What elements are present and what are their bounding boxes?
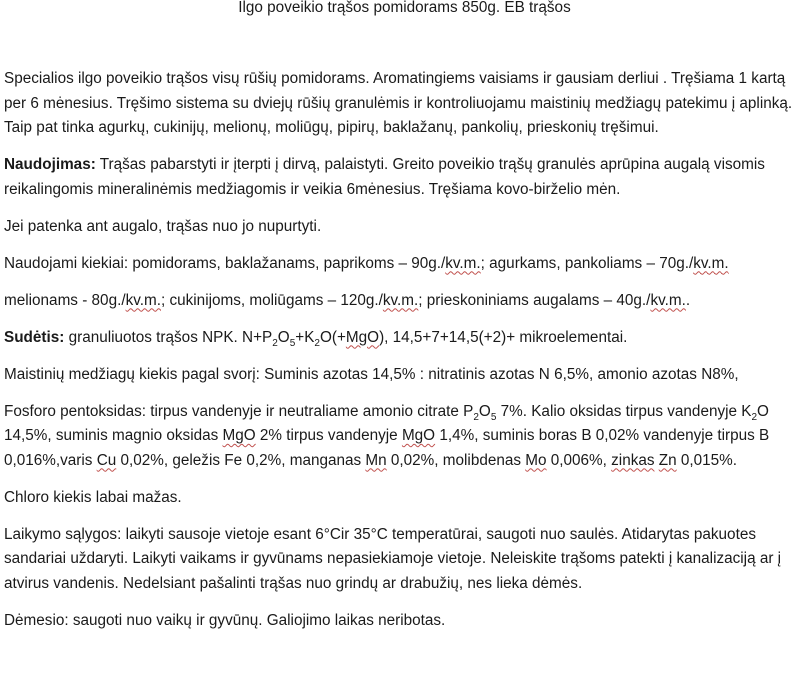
composition-text: O(+ — [319, 328, 346, 346]
subscript: 5 — [289, 337, 296, 349]
amounts-text: ; prieskoniniams augalams – 40g./ — [418, 291, 651, 309]
phos-text: 1,4%, suminis boras B 0,02% vandenyje tirpus B 0,016%,varis — [4, 427, 770, 469]
phos-text: O 14,5%, suminis magnio oksidas — [4, 402, 769, 444]
amounts-text: melionams - 80g./ — [4, 291, 126, 309]
composition-text: O — [277, 328, 290, 346]
phos-text: 0,02%, molibdenas — [386, 451, 526, 469]
phos-text: O — [478, 402, 491, 420]
usage-paragraph — [4, 153, 803, 202]
phos-text: 0,015%. — [676, 451, 738, 469]
document-body — [4, 67, 803, 646]
spellcheck-word: kv.m. — [445, 254, 481, 272]
spellcheck-word: kv.m. — [650, 291, 686, 309]
usage-label: Naudojimas: — [4, 156, 96, 173]
amounts-text: . — [685, 291, 691, 309]
amounts-paragraph-2 — [4, 289, 803, 314]
spellcheck-word: kv.m. — [382, 291, 419, 309]
usage-text: Trąšas pabarstyti ir įterpti į dirvą, palaistyti. Greito poveikio trąšų granulės aprūpina augalą visomis reikalingomis mineralinėmis medžiagomis ir veikia 6mėnesius. Tręšiama kovo-birželio mėn. — [4, 156, 765, 198]
subscript: 5 — [490, 411, 497, 423]
spellcheck-word: Mo — [525, 451, 547, 469]
phos-text: 2% tirpus vandenyje — [255, 427, 402, 444]
composition-text: granuliuotos trąšos NPK. N+P — [64, 328, 273, 346]
composition-text: ), 14,5+7+14,5(+2)+ mikroelementai. — [379, 328, 628, 346]
nutrients-paragraph: Maistinių medžiagų kiekis pagal svorį: Suminis azotas 14,5% : nitratinis azotas N 6,5%, amonio azotas N8%, — [4, 365, 739, 383]
amounts-paragraph-1 — [4, 252, 803, 277]
phos-text: 7%. Kalio oksidas tirpus vandenyje K — [496, 402, 752, 420]
spellcheck-word: MgO — [345, 328, 380, 346]
phosphorus-paragraph — [4, 400, 803, 474]
amounts-text: Naudojami kiekiai: pomidorams, baklažanams, paprikoms – 90g./ — [4, 254, 446, 272]
composition-text: +K — [295, 328, 315, 346]
phos-text: 0,006%, — [546, 451, 612, 469]
composition-label: Sudėtis: — [4, 328, 65, 346]
amounts-text: ; agurkams, pankoliams – 70g./ — [480, 254, 694, 272]
spellcheck-word: MgO — [222, 427, 256, 444]
warning-paragraph: Dėmesio: saugoti nuo vaikų ir gyvūnų. Galiojimo laikas neribotas. — [4, 611, 446, 629]
phos-text: Fosforo pentoksidas: tirpus vandenyje ir neutraliame amonio citrate P — [4, 402, 474, 420]
spellcheck-word: kv.m. — [693, 254, 729, 272]
amounts-text: ; cukinijoms, moliūgams – 120g./ — [160, 291, 383, 309]
spellcheck-word: MgO — [401, 427, 436, 444]
spellcheck-word: Mn — [365, 451, 387, 469]
spellcheck-word: zinkas — [611, 451, 655, 469]
subscript: 2 — [473, 411, 479, 423]
subscript: 2 — [751, 411, 758, 423]
spellcheck-word: kv.m. — [125, 291, 161, 309]
storage-paragraph: Laikymo sąlygos: laikyti sausoje vietoje esant 6°Cir 35°C temperatūrai, saugoti nuo saulės. Atidarytas pakuotes sandariai uždaryti. Laikyti vaikams ir gyvūnams nepasiekiamoje vietoje. Neleiskite trąšoms patekti į kanalizaciją ar į atvirus vandenis. Nedelsiant pašalinti trąšas nuo grindų ar drabužių, nes lieka dėmės. — [4, 525, 782, 592]
subscript: 2 — [272, 337, 278, 349]
document-title: Ilgo poveikio trąšos pomidorams 850g. EB trąšos — [238, 0, 571, 16]
subscript: 2 — [314, 337, 320, 349]
intro-paragraph: Specialios ilgo poveikio trąšos visų rūšių pomidorams. Aromatingiems vaisiams ir gausiam derliui . Tręšiama 1 kartą per 6 mėnesius. Tręšimo sistema su dviejų rūšių granulėmis ir kontroliuojamu maistinių medžiagų patekimu į aplinką. Taip pat tinka agurkų, cukinijų, melionų, moliūgų, pipirų, baklažanų, pankolių, prieskonių tręšimui. — [4, 70, 793, 136]
chlorine-paragraph: Chloro kiekis labai mažas. — [4, 488, 182, 506]
composition-paragraph — [4, 326, 803, 351]
plant-note-paragraph: Jei patenka ant augalo, trąšas nuo jo nupurtyti. — [4, 217, 322, 235]
spellcheck-word: Zn — [658, 451, 677, 469]
spellcheck-word: Cu — [96, 451, 117, 469]
phos-text: 0,02%, geležis Fe 0,2%, manganas — [116, 451, 366, 469]
